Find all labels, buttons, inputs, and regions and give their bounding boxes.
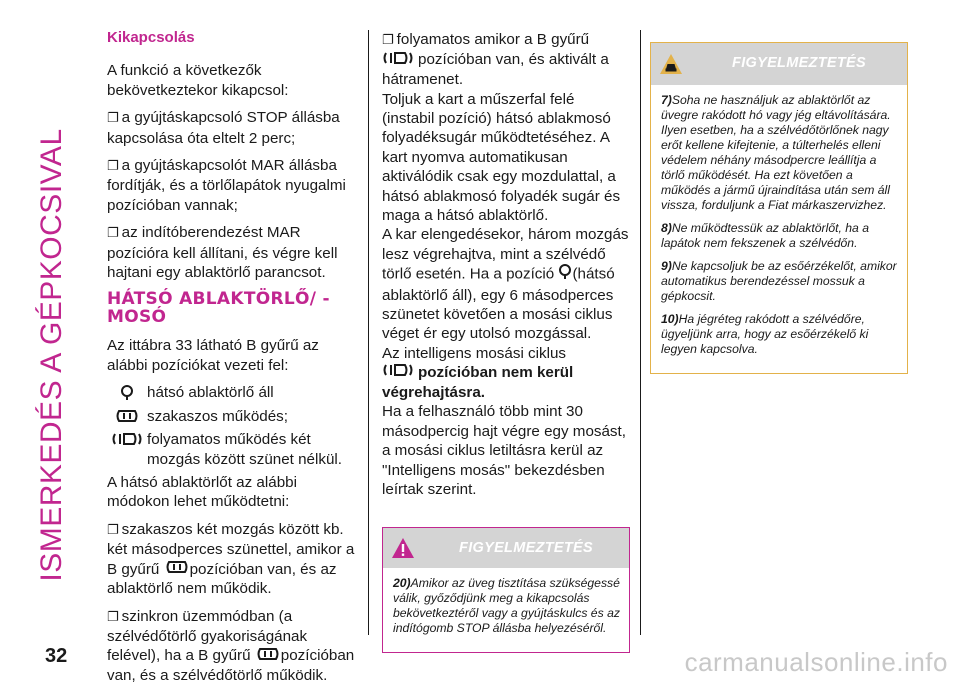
list-item-text: szakaszos két mozgás között kb. két másodperces szünettel, amikor a B gyűrű xyxy=(107,520,355,578)
warning-item xyxy=(661,93,899,213)
wiper-intermittent-icon xyxy=(164,560,190,579)
warning-number: 10) xyxy=(661,312,679,326)
column-3 xyxy=(650,42,908,374)
list-item-text: pozícióban van, és aktivált a hátramenet. xyxy=(382,51,609,89)
paragraph xyxy=(382,344,630,403)
bullet-box-icon: ❐ xyxy=(107,609,119,625)
list-item xyxy=(107,156,355,215)
warning-header xyxy=(383,528,629,568)
paragraph: A hátsó ablaktörlőt az alábbi módokon lehet működtetni: xyxy=(107,473,297,511)
warning-text: Ne kapcsoljuk be az esőérzékelőt, amikor automatikus berendezéssel mossuk a gépkocsit. xyxy=(661,259,897,303)
wiper-intermittent-icon xyxy=(255,647,281,666)
paragraph-text: Az intelligens mosási ciklus xyxy=(382,344,567,362)
bullet-box-icon: ❐ xyxy=(107,226,119,242)
list-item-text: szinkron üzemmódban (a szélvédőtörlő gyakoriságának felével), ha a B gyűrű xyxy=(107,607,308,665)
warning-number: 8) xyxy=(661,221,672,235)
paragraph: Toljuk a kart a műszerfal felé (instabil pozíció) hátsó ablakmosó folyadéksugár működtetéséhez. A kart nyomva automatikusan aktiválódik csak egy mozdulattal, a hátsó ablakmosó folyadék sugár és maga a hátsó ablaktörlő. xyxy=(382,90,621,224)
paragraph: Az ittábra 33 látható B gyűrű az alábbi pozíciókat vezeti fel: xyxy=(107,337,319,374)
heading-hatso-ablaktorlo: HÁTSÓ ABLAKTÖRLŐ/ -MOSÓ xyxy=(107,289,330,328)
warning-number: 20) xyxy=(393,576,411,591)
list-item xyxy=(382,30,630,90)
warning-title: FIGYELMEZTETÉS xyxy=(459,539,593,556)
warning-body xyxy=(383,568,629,652)
warning-text: Amikor az üveg tisztítása szükségessé válik, győződjünk meg a kikapcsolás bekövetkeztéről vagy a gyújtáskulcs és az indítógomb STOP állásba helyezéséről. xyxy=(393,576,620,636)
side-title-text: ISMERKEDÉS A GÉPKOCSIVAL xyxy=(35,128,68,582)
watermark: carmanualsonline.info xyxy=(684,647,948,677)
heading-kikapcsolas: Kikapcsolás xyxy=(107,29,195,46)
paragraph-text: A kar elengedésekor, három mozgás lesz végrehajtva, mint a szélvédő törlő esetén. Ha a pozíció xyxy=(382,226,629,283)
bullet-box-icon: ❐ xyxy=(107,159,119,175)
warning-item xyxy=(393,576,621,636)
position-row xyxy=(107,430,355,469)
warning-text: Ne működtessük az ablaktörlőt, ha a lapátok nem fekszenek a szélvédőn. xyxy=(661,221,869,250)
wiper-continuous-icon xyxy=(382,363,414,382)
warning-text: Soha ne használjuk az ablaktörlőt az üvegre rakódott hó vagy jég eltávolítására. Ilyen esetben, ha a szélvédőtörlőnek nagy erőt kellene kifejtenie, a túlterhelés elleni védelem néhány másodpercre leállítja a törlő működését. Ha ezt követően a működés a jármű újraindítása után sem áll vissza, forduljunk a Fiat márkaszervizhez. xyxy=(661,93,891,212)
column-2 xyxy=(382,30,630,653)
warning-header xyxy=(651,43,907,85)
position-text: szakaszos működés; xyxy=(147,407,288,425)
wiper-continuous-icon xyxy=(382,51,414,70)
list-item-text: pozícióban van, és az ablaktörlő nem működik. xyxy=(107,560,337,598)
danger-triangle-icon xyxy=(383,537,423,559)
list-item xyxy=(107,520,355,599)
warning-box xyxy=(382,527,630,653)
warning-number: 9) xyxy=(661,259,672,273)
list-item-text: a gyújtáskapcsoló STOP állásba kapcsolása óta eltelt 2 perc; xyxy=(107,109,340,147)
bullet-box-icon: ❐ xyxy=(382,33,394,48)
list-item xyxy=(107,223,355,282)
position-text: hátsó ablaktörlő áll xyxy=(147,384,274,402)
wiper-continuous-icon xyxy=(107,430,147,446)
bullet-box-icon: ❐ xyxy=(107,522,119,538)
bullet-box-icon: ❐ xyxy=(107,111,119,127)
wiper-off-icon xyxy=(107,383,147,401)
list-item-text: folyamatos amikor a B gyűrű xyxy=(396,31,590,48)
warning-item xyxy=(661,259,899,304)
warning-body xyxy=(651,85,907,373)
warning-text: Ha jégréteg rakódott a szélvédőre, ügyeljünk arra, hogy az esőérzékelő ki legyen kapcsolva. xyxy=(661,312,869,356)
list-item-text: a gyújtáskapcsolót MAR állásba fordítják, és a törlőlapátok nyugalmi pozícióban vannak; xyxy=(107,157,346,214)
warning-title: FIGYELMEZTETÉS xyxy=(732,55,866,72)
paragraph xyxy=(382,225,630,343)
column-1 xyxy=(107,28,355,694)
warning-item xyxy=(661,312,899,357)
paragraph-text: (hátsó ablaktörlő áll), egy 6 másodperces szünetet követően a mosási ciklus véget ér egy utolsó mozgással. xyxy=(382,265,615,343)
paragraph: A funkció a következők bekövetkeztekor kikapcsol: xyxy=(107,62,289,99)
list-item-text: pozícióban van, és a szélvédőtörlő működik. xyxy=(107,647,355,685)
position-row xyxy=(107,383,355,402)
wiper-off-icon xyxy=(558,264,572,285)
list-item xyxy=(107,607,355,686)
page-number: 32 xyxy=(45,645,68,667)
column-divider xyxy=(640,30,641,635)
car-warning-icon xyxy=(651,53,691,75)
paragraph-bold-text: pozícióban nem kerül végrehajtásra. xyxy=(382,364,574,401)
list-item xyxy=(107,108,355,148)
list-item-text: az indítóberendezést MAR pozícióra kell állítani, és végre kell hajtani egy ablaktörlő parancsot. xyxy=(107,224,338,282)
warning-box xyxy=(650,42,908,374)
position-row xyxy=(107,407,355,426)
warning-item xyxy=(661,221,899,251)
warning-number: 7) xyxy=(661,93,672,107)
column-divider xyxy=(368,30,369,635)
wiper-intermittent-icon xyxy=(107,407,147,423)
paragraph: Ha a felhasználó több mint 30 másodpercig hajt végre egy mosást, a mosási ciklus letiltásra kerül az "Intelligens mosás" bekezdésben leírtak szerint. xyxy=(382,403,626,498)
position-text: folyamatos működés két mozgás között szünet nélkül. xyxy=(147,431,343,468)
